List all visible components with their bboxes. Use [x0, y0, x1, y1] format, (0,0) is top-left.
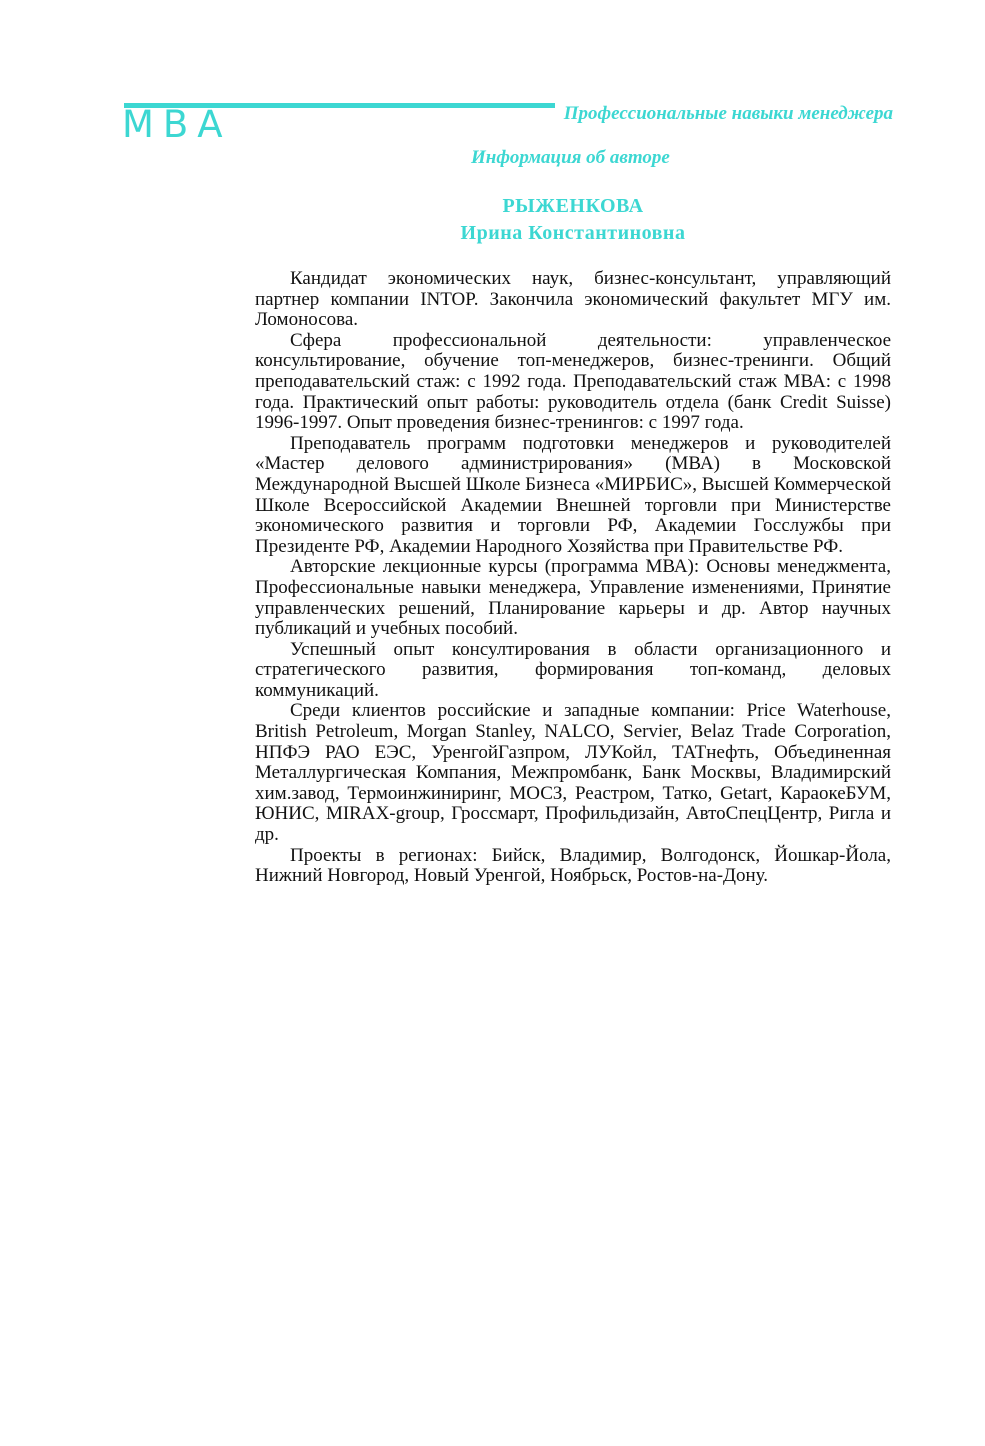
bio-paragraph-education: Кандидат экономических наук, бизнес-консультант, управляющий партнер компании INTOP. Закончила экономический факультет МГУ им. Ломоносова.	[255, 268, 891, 331]
author-given-names: Ирина Константиновна	[460, 222, 686, 244]
author-bio	[255, 269, 891, 887]
mba-logo: MBA	[122, 103, 232, 146]
bio-paragraph-teaching: Преподаватель программ подготовки менеджеров и руководителей «Мастер делового администрирования» (МВА) в Московской Международной Высшей Школе Бизнеса «МИРБИС», Высшей Коммерческой Школе Всероссийской Академии Внешней торговли при Министерстве экономического развития и торговли РФ, Академии Госслужбы при Президенте РФ, Академии Народного Хозяйства при Правительстве РФ.	[255, 432, 891, 557]
running-head: Профессиональные навыки менеджера	[563, 103, 893, 124]
section-title: Информация об авторе	[471, 147, 670, 168]
bio-paragraph-regions: Проекты в регионах: Бийск, Владимир, Волгодонск, Йошкар-Йола, Нижний Новгород, Новый Уренгой, Ноябрьск, Ростов-на-Дону.	[255, 844, 891, 887]
bio-paragraph-consulting: Успешный опыт консултирования в области организационного и стратегического развития, формирования топ-команд, деловых коммуникаций.	[255, 638, 891, 701]
bio-paragraph-courses: Авторские лекционные курсы (программа МВА): Основы менеджмента, Профессиональные навыки менеджера, Управление изменениями, Принятие управленческих решений, Планирование карьеры и др. Автор научных публикаций и учебных пособий.	[255, 556, 891, 640]
bio-paragraph-clients: Среди клиентов российские и западные компании: Price Waterhouse, British Petroleum, Morgan Stanley, NALCO, Servier, Belaz Trade Corporation, НПФЭ РАО ЕЭС, УренгойГазпром, ЛУКойл, ТАТнефть, Объединенная Металлургическая Компания, Межпромбанк, Банк Москвы, Владимирский хим.завод, Термоинжиниринг, МОСЗ, Реастром, Татко, Getart, КараокеБУМ, ЮНИС, MIRAX-group, Гроссмарт, Профильдизайн, АвтоСпецЦентр, Ригла и др.	[255, 700, 891, 846]
bio-paragraph-experience: Сфера профессиональной деятельности: управленческое консультирование, обучение топ-менеджеров, бизнес-тренинги. Общий преподавательский стаж: с 1992 года. Преподавательский стаж МВА: с 1998 года. Практический опыт работы: руководитель отдела (банк Credit Suisse) 1996-1997. Опыт проведения бизнес-тренингов: с 1997 года.	[255, 329, 891, 434]
author-surname: РЫЖЕНКОВА	[502, 195, 644, 217]
